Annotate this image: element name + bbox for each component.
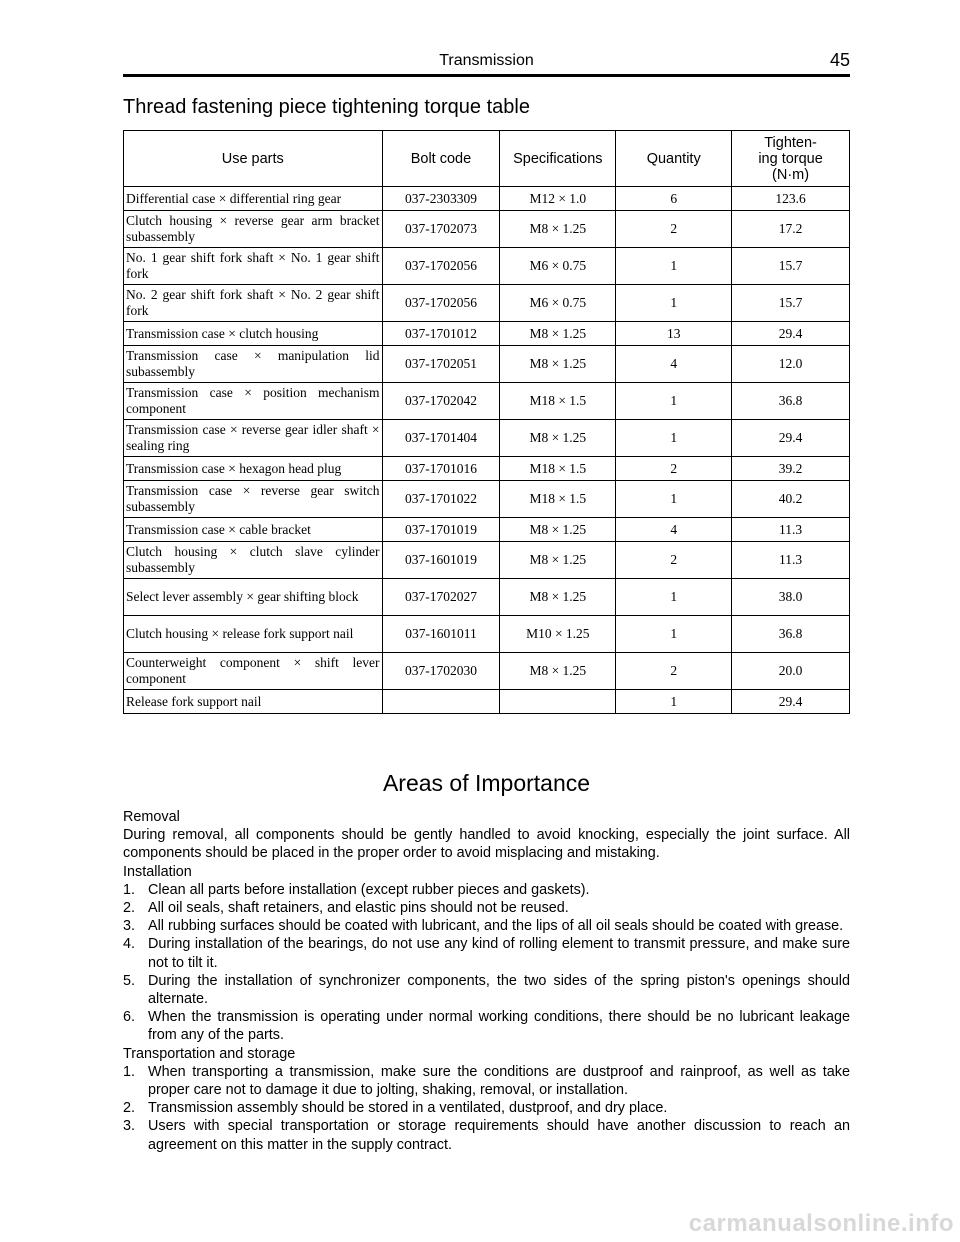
cell-bolt-code: 037-1701022 xyxy=(382,481,500,518)
cell-torque: 29.4 xyxy=(732,420,850,457)
watermark: carmanualsonline.info xyxy=(688,1210,954,1237)
table-row xyxy=(124,518,850,542)
installation-list xyxy=(123,881,850,1045)
cell-bolt-code: 037-1701012 xyxy=(382,322,500,346)
cell-quantity: 1 xyxy=(616,383,732,420)
cell-torque: 40.2 xyxy=(732,481,850,518)
table-row xyxy=(124,616,850,653)
cell-specifications: M18 × 1.5 xyxy=(500,481,616,518)
cell-bolt-code: 037-2303309 xyxy=(382,187,500,211)
cell-specifications: M8 × 1.25 xyxy=(500,211,616,248)
removal-text: During removal, all components should be gently handled to avoid knocking, especially the joint surface. All components should be placed in the proper order to avoid misplacing and mistaking. xyxy=(123,827,850,862)
cell-specifications: M18 × 1.5 xyxy=(500,457,616,481)
cell-use-parts: No. 1 gear shift fork shaft × No. 1 gear shift fork xyxy=(124,248,383,285)
cell-quantity: 13 xyxy=(616,322,732,346)
list-item: 6. When the transmission is operating under normal working conditions, there should be no lubricant leakage from any of the parts. xyxy=(123,1009,850,1044)
cell-torque: 29.4 xyxy=(732,690,850,714)
list-item: 3. Users with special transportation or storage requirements should have another discussion to reach an agreement on this matter in the supply contract. xyxy=(123,1118,850,1153)
cell-bolt-code: 037-1601019 xyxy=(382,542,500,579)
importance-body xyxy=(123,808,850,1154)
cell-use-parts: Counterweight component × shift lever component xyxy=(124,653,383,690)
cell-specifications xyxy=(500,690,616,714)
cell-quantity: 4 xyxy=(616,346,732,383)
cell-quantity: 1 xyxy=(616,579,732,616)
cell-bolt-code: 037-1701019 xyxy=(382,518,500,542)
cell-specifications: M8 × 1.25 xyxy=(500,653,616,690)
header-title: Transmission xyxy=(439,52,534,69)
cell-torque: 36.8 xyxy=(732,616,850,653)
table-row xyxy=(124,211,850,248)
cell-use-parts: Transmission case × reverse gear switch subassembly xyxy=(124,481,383,518)
cell-use-parts: Clutch housing × clutch slave cylinder subassembly xyxy=(124,542,383,579)
cell-torque: 36.8 xyxy=(732,383,850,420)
cell-bolt-code: 037-1702027 xyxy=(382,579,500,616)
column-header-torque: Tighten- ing torque (N·m) xyxy=(732,131,850,187)
cell-use-parts: Transmission case × cable bracket xyxy=(124,518,383,542)
cell-specifications: M10 × 1.25 xyxy=(500,616,616,653)
cell-specifications: M8 × 1.25 xyxy=(500,420,616,457)
table-row xyxy=(124,481,850,518)
cell-specifications: M18 × 1.5 xyxy=(500,383,616,420)
table-row xyxy=(124,346,850,383)
cell-torque: 11.3 xyxy=(732,542,850,579)
table-row xyxy=(124,690,850,714)
cell-specifications: M6 × 0.75 xyxy=(500,285,616,322)
page-number: 45 xyxy=(829,50,850,70)
cell-bolt-code xyxy=(382,690,500,714)
removal-heading: Removal xyxy=(123,809,180,825)
cell-torque: 38.0 xyxy=(732,579,850,616)
cell-torque: 11.3 xyxy=(732,518,850,542)
table-row xyxy=(124,285,850,322)
cell-torque: 12.0 xyxy=(732,346,850,383)
cell-bolt-code: 037-1601011 xyxy=(382,616,500,653)
cell-torque: 39.2 xyxy=(732,457,850,481)
cell-torque: 123.6 xyxy=(732,187,850,211)
transport-list xyxy=(123,1063,850,1154)
cell-quantity: 2 xyxy=(616,542,732,579)
cell-specifications: M12 × 1.0 xyxy=(500,187,616,211)
column-header-quantity: Quantity xyxy=(616,131,732,187)
cell-quantity: 1 xyxy=(616,616,732,653)
cell-quantity: 2 xyxy=(616,457,732,481)
installation-heading: Installation xyxy=(123,863,192,880)
cell-quantity: 1 xyxy=(616,285,732,322)
cell-use-parts: Release fork support nail xyxy=(124,690,383,714)
cell-use-parts: Transmission case × manipulation lid subassembly xyxy=(124,346,383,383)
cell-torque: 20.0 xyxy=(732,653,850,690)
cell-bolt-code: 037-1702073 xyxy=(382,211,500,248)
torque-table xyxy=(123,130,850,714)
table-title: Thread fastening piece tightening torque table xyxy=(123,96,530,118)
cell-specifications: M8 × 1.25 xyxy=(500,322,616,346)
table-row xyxy=(124,322,850,346)
cell-use-parts: Transmission case × clutch housing xyxy=(124,322,383,346)
cell-specifications: M8 × 1.25 xyxy=(500,346,616,383)
cell-torque: 29.4 xyxy=(732,322,850,346)
cell-quantity: 2 xyxy=(616,211,732,248)
cell-use-parts: Clutch housing × reverse gear arm bracket subassembly xyxy=(124,211,383,248)
cell-use-parts: Differential case × differential ring gear xyxy=(124,187,383,211)
table-row xyxy=(124,248,850,285)
cell-quantity: 2 xyxy=(616,653,732,690)
list-item: 5. During the installation of synchronizer components, the two sides of the spring piston's openings should alternate. xyxy=(123,972,850,1008)
table-row xyxy=(124,579,850,616)
table-row xyxy=(124,420,850,457)
cell-quantity: 6 xyxy=(616,187,732,211)
list-item: 1. Clean all parts before installation (except rubber pieces and gaskets). xyxy=(123,881,590,898)
table-row xyxy=(124,653,850,690)
table-row xyxy=(124,383,850,420)
transport-heading: Transportation and storage xyxy=(123,1045,296,1062)
table-row xyxy=(124,187,850,211)
list-item: 4. During installation of the bearings, do not use any kind of rolling element to transmit pressure, and make sure not to tilt it. xyxy=(123,936,850,971)
cell-use-parts: No. 2 gear shift fork shaft × No. 2 gear shift fork xyxy=(124,285,383,322)
cell-use-parts: Transmission case × position mechanism component xyxy=(124,383,383,420)
cell-specifications: M8 × 1.25 xyxy=(500,518,616,542)
column-header-bolt-code: Bolt code xyxy=(382,131,500,187)
column-header-use-parts: Use parts xyxy=(124,131,383,187)
cell-bolt-code: 037-1702030 xyxy=(382,653,500,690)
cell-use-parts: Transmission case × hexagon head plug xyxy=(124,457,383,481)
cell-use-parts: Select lever assembly × gear shifting block xyxy=(124,579,383,616)
cell-quantity: 1 xyxy=(616,248,732,285)
cell-bolt-code: 037-1702042 xyxy=(382,383,500,420)
list-item: 1. When transporting a transmission, make sure the conditions are dustproof and rainproof, as well as take proper care not to damage it due to jolting, shaking, removal, or installation. xyxy=(123,1063,850,1099)
table-header-row xyxy=(124,131,850,187)
list-item: 2. Transmission assembly should be stored in a ventilated, dustproof, and dry place. xyxy=(123,1100,668,1117)
cell-specifications: M6 × 0.75 xyxy=(500,248,616,285)
cell-quantity: 1 xyxy=(616,420,732,457)
column-header-specifications: Specifications xyxy=(500,131,616,187)
cell-torque: 15.7 xyxy=(732,248,850,285)
cell-quantity: 1 xyxy=(616,690,732,714)
section-title: Areas of Importance xyxy=(382,770,591,796)
cell-torque: 15.7 xyxy=(732,285,850,322)
cell-specifications: M8 × 1.25 xyxy=(500,542,616,579)
cell-quantity: 1 xyxy=(616,481,732,518)
cell-bolt-code: 037-1701404 xyxy=(382,420,500,457)
cell-use-parts: Clutch housing × release fork support nail xyxy=(124,616,383,653)
table-row xyxy=(124,457,850,481)
cell-specifications: M8 × 1.25 xyxy=(500,579,616,616)
cell-bolt-code: 037-1701016 xyxy=(382,457,500,481)
cell-quantity: 4 xyxy=(616,518,732,542)
cell-bolt-code: 037-1702051 xyxy=(382,346,500,383)
cell-bolt-code: 037-1702056 xyxy=(382,285,500,322)
table-row xyxy=(124,542,850,579)
page-header xyxy=(123,48,850,77)
cell-torque: 17.2 xyxy=(732,211,850,248)
cell-use-parts: Transmission case × reverse gear idler shaft × sealing ring xyxy=(124,420,383,457)
cell-bolt-code: 037-1702056 xyxy=(382,248,500,285)
list-item: 2. All oil seals, shaft retainers, and elastic pins should not be reused. xyxy=(123,900,569,917)
list-item: 3. All rubbing surfaces should be coated with lubricant, and the lips of all oil seals should be coated with grease. xyxy=(123,918,844,935)
